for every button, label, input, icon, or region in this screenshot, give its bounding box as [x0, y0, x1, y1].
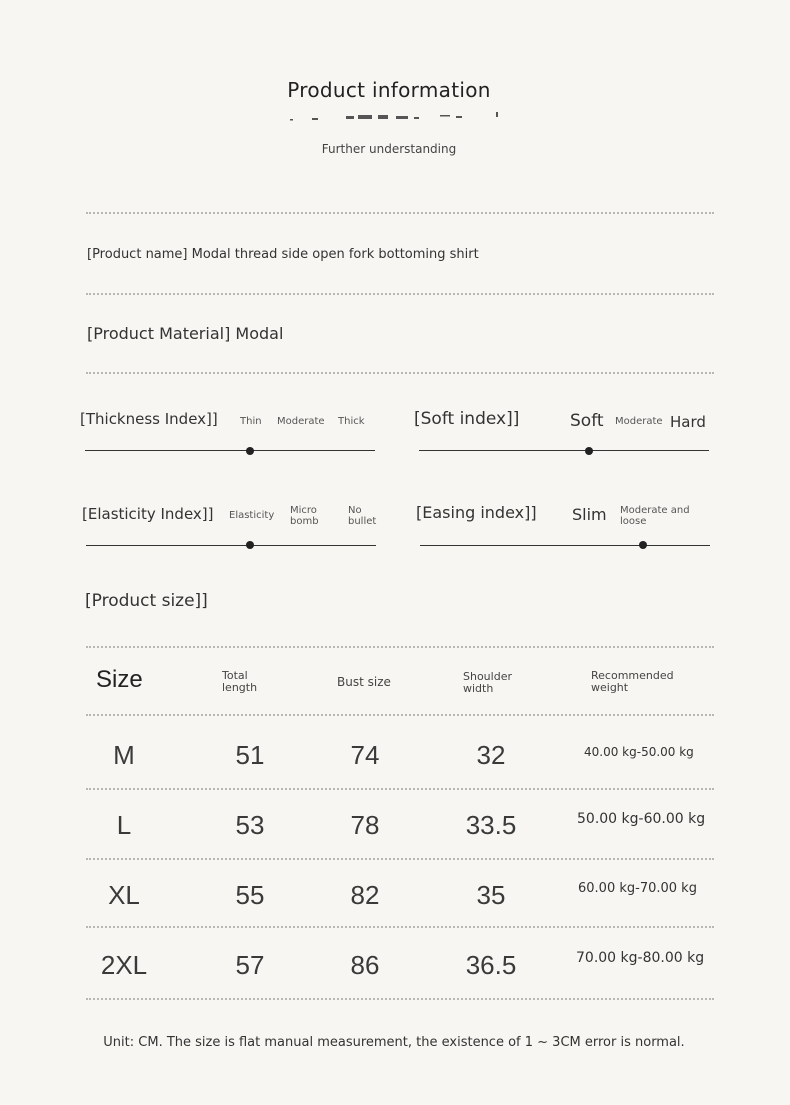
- dotted-divider: [86, 293, 714, 295]
- dotted-divider: [86, 646, 714, 648]
- row-shoulder: 33.5: [465, 810, 517, 840]
- row-bust: 86: [350, 950, 380, 980]
- row-bust: 78: [350, 810, 380, 840]
- measurement-note: Unit: CM. The size is flat manual measurement, the existence of 1 ~ 3CM error is normal.: [103, 1035, 685, 1050]
- product-material: [Product Material] Modal: [87, 324, 284, 343]
- soft-index-label: [Soft index]]: [414, 409, 520, 429]
- dotted-divider: [86, 372, 714, 374]
- thickness-option-thick: Thick: [338, 416, 365, 427]
- row-length: 55: [235, 880, 265, 910]
- elasticity-scale-track: [86, 545, 376, 546]
- recommended-weight-column-header: Recommended weight: [591, 669, 674, 694]
- dotted-divider: [86, 212, 714, 214]
- row-weight: 70.00 kg-80.00 kg: [576, 950, 705, 966]
- elasticity-index-label: [Elasticity Index]]: [82, 505, 214, 523]
- easing-option-slim: Slim: [572, 505, 607, 524]
- row-shoulder: 32: [476, 740, 506, 770]
- dotted-divider: [86, 788, 714, 790]
- soft-scale-marker: [585, 447, 593, 455]
- elasticity-scale-marker: [246, 541, 254, 549]
- row-shoulder: 36.5: [465, 950, 517, 980]
- row-size-xl: XL: [108, 880, 140, 910]
- row-bust: 74: [350, 740, 380, 770]
- row-size-l: L: [116, 810, 132, 840]
- row-bust: 82: [350, 880, 380, 910]
- soft-option-moderate: Moderate: [615, 416, 663, 427]
- dotted-divider: [86, 714, 714, 716]
- row-length: 57: [235, 950, 265, 980]
- thickness-option-thin: Thin: [240, 416, 262, 427]
- easing-scale-track: [420, 545, 710, 546]
- bust-size-column-header: Bust size: [337, 675, 391, 689]
- decorative-scribble: [288, 112, 500, 122]
- size-column-header: Size: [96, 666, 143, 693]
- thickness-scale-track: [85, 450, 375, 451]
- row-weight: 50.00 kg-60.00 kg: [577, 811, 706, 827]
- soft-option-soft: Soft: [570, 411, 604, 431]
- dotted-divider: [86, 926, 714, 928]
- product-size-title: [Product size]]: [85, 591, 208, 611]
- soft-option-hard: Hard: [670, 413, 706, 431]
- easing-option-moderate-loose: Moderate and loose: [620, 505, 690, 527]
- row-shoulder: 35: [476, 880, 506, 910]
- easing-scale-marker: [639, 541, 647, 549]
- elasticity-option-micro-bomb: Micro bomb: [290, 505, 319, 527]
- row-length: 53: [235, 810, 265, 840]
- page-title: Product information: [287, 78, 491, 102]
- thickness-scale-marker: [246, 447, 254, 455]
- soft-scale-track: [419, 450, 709, 451]
- easing-index-label: [Easing index]]: [416, 503, 537, 522]
- dotted-divider: [86, 858, 714, 860]
- row-length: 51: [235, 740, 265, 770]
- elasticity-option-no-bullet: No bullet: [348, 505, 377, 527]
- row-size-2xl: 2XL: [100, 950, 148, 980]
- dotted-divider: [86, 998, 714, 1000]
- row-size-m: M: [113, 740, 135, 770]
- row-weight: 40.00 kg-50.00 kg: [584, 745, 694, 759]
- thickness-option-moderate: Moderate: [277, 416, 325, 427]
- thickness-index-label: [Thickness Index]]: [80, 410, 218, 428]
- product-name: [Product name] Modal thread side open fork bottoming shirt: [87, 247, 479, 262]
- elasticity-option-elasticity: Elasticity: [229, 510, 275, 521]
- page-subtitle: Further understanding: [321, 142, 457, 156]
- total-length-column-header: Total length: [222, 669, 258, 694]
- shoulder-width-column-header: Shoulder width: [463, 670, 512, 695]
- row-weight: 60.00 kg-70.00 kg: [578, 881, 697, 896]
